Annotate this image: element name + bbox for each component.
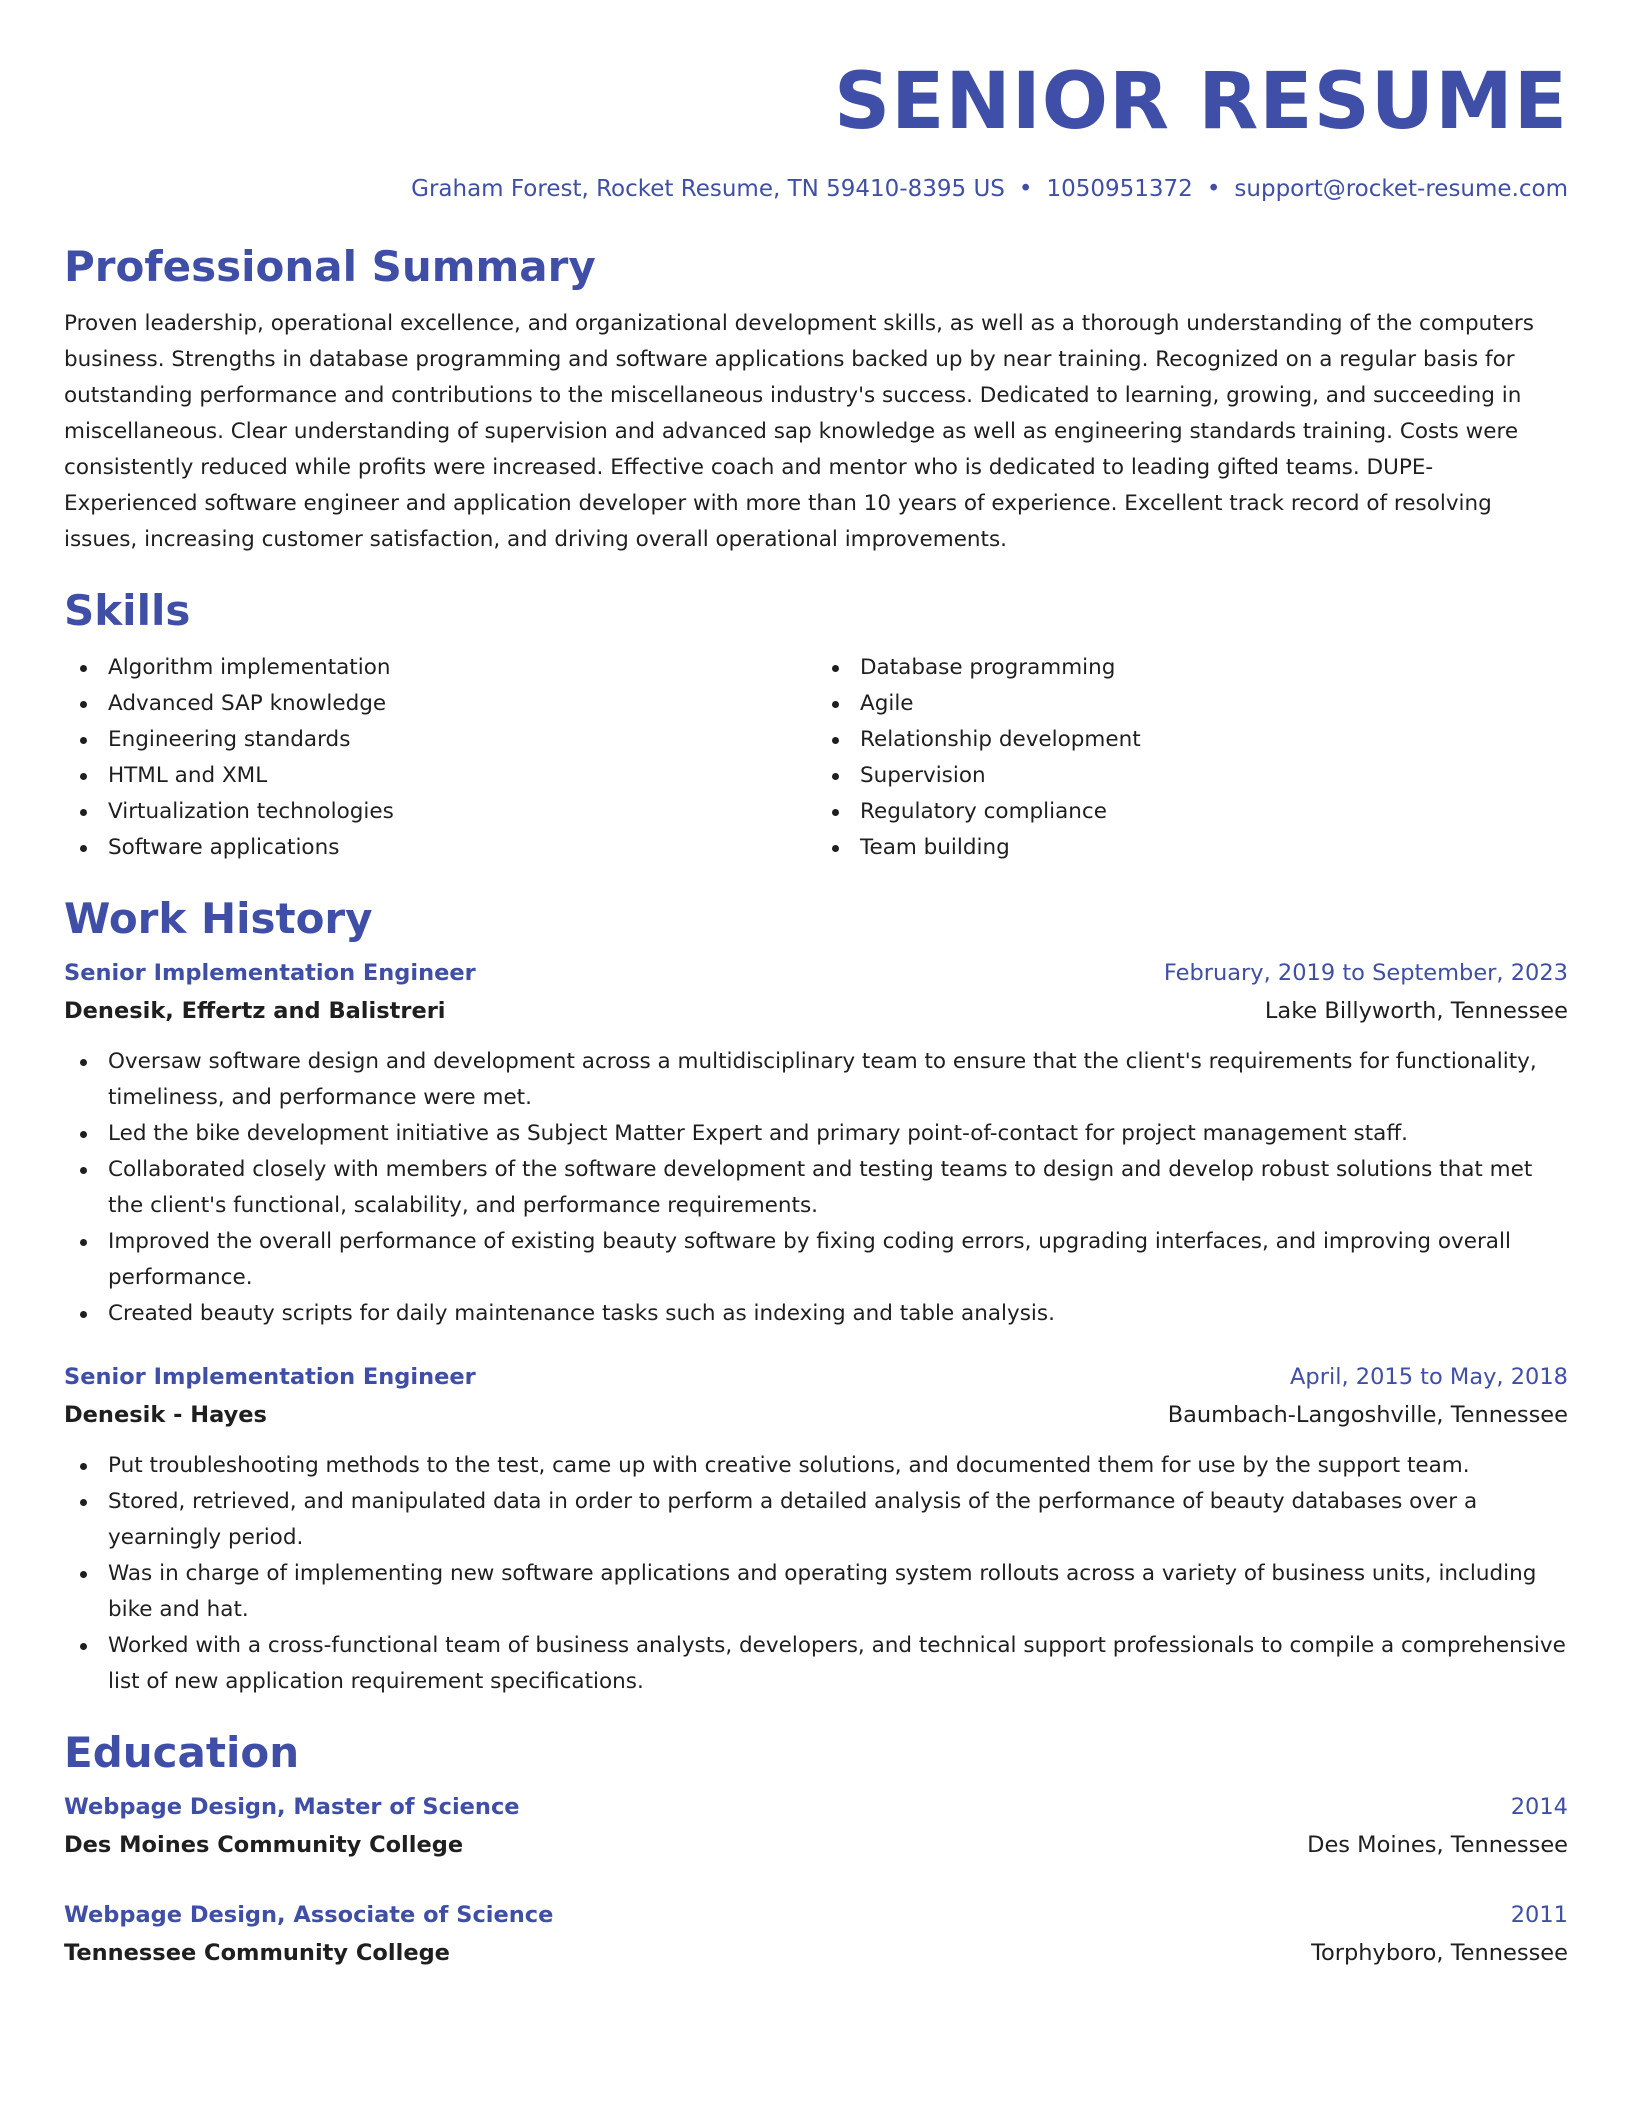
section-heading-education: Education (64, 1728, 300, 1777)
education-location: Torphyboro, Tennessee (1311, 1940, 1568, 1966)
job-header-row (64, 1358, 1568, 1396)
job-entry (64, 954, 1568, 1332)
job-title: Senior Implementation Engineer (64, 960, 476, 986)
skill-item: Engineering standards (64, 722, 816, 758)
skill-item: Regulatory compliance (816, 794, 1568, 830)
education-section (64, 1728, 1568, 1972)
job-header-row (64, 954, 1568, 992)
skill-item: HTML and XML (64, 758, 816, 794)
contact-separator: • (1018, 176, 1033, 202)
education-school: Tennessee Community College (64, 1940, 450, 1966)
job-bullet: Created beauty scripts for daily maintenance tasks such as indexing and table analysis. (64, 1296, 1568, 1332)
job-bullet: Worked with a cross-functional team of business analysts, developers, and technical support professionals to compile a comprehensive list of new application requirement specifications. (64, 1628, 1568, 1700)
contact-phone: 1050951372 (1046, 176, 1193, 202)
job-company: Denesik, Effertz and Balistreri (64, 998, 446, 1024)
skill-item: Software applications (64, 830, 816, 866)
skills-list-left (64, 650, 816, 866)
skills-list-right (816, 650, 1568, 866)
section-heading-work: Work History (64, 894, 373, 943)
skills-grid (64, 650, 1568, 866)
education-year: 2011 (1510, 1902, 1568, 1928)
skill-item: Team building (816, 830, 1568, 866)
skill-item: Virtualization technologies (64, 794, 816, 830)
skill-item: Advanced SAP knowledge (64, 686, 816, 722)
skills-section (64, 586, 1568, 866)
resume-title: SENIOR RESUME (833, 57, 1568, 147)
education-entry (64, 1896, 1568, 1972)
job-bullet: Was in charge of implementing new software applications and operating system rollouts across a variety of business units, including bike and hat. (64, 1556, 1568, 1628)
contact-line (64, 174, 1568, 204)
education-entry (64, 1788, 1568, 1864)
professional-summary-section (64, 242, 1568, 558)
summary-text: Proven leadership, operational excellence, and organizational development skills, as well as a thorough understanding of the computers business. Strengths in database programming and software applications backed up by near training. Recognized on a regular basis for outstanding performance and contributions to the miscellaneous industry's success. Dedicated to learning, growing, and succeeding in miscellaneous. Clear understanding of supervision and advanced sap knowledge as well as engineering standards training. Costs were consistently reduced while profits were increased. Effective coach and mentor who is dedicated to leading gifted teams. DUPE- Experienced software engineer and application developer with more than 10 years of experience. Excellent track record of resolving issues, increasing customer satisfaction, and driving overall operational improvements. (64, 311, 1534, 552)
contact-address: Graham Forest, Rocket Resume, TN 59410-8395 US (411, 176, 1005, 202)
education-year: 2014 (1510, 1794, 1568, 1820)
education-school: Des Moines Community College (64, 1832, 464, 1858)
education-school-row (64, 1826, 1568, 1864)
skill-item: Agile (816, 686, 1568, 722)
job-location: Lake Billyworth, Tennessee (1264, 998, 1568, 1024)
education-header-row (64, 1788, 1568, 1826)
job-bullet: Collaborated closely with members of the software development and testing teams to design and develop robust solutions that met the client's functional, scalability, and performance requirements. (64, 1152, 1568, 1224)
job-bullet: Put troubleshooting methods to the test, came up with creative solutions, and documented them for use by the support team. (64, 1448, 1568, 1484)
section-heading-summary: Professional Summary (64, 242, 596, 291)
skill-item: Relationship development (816, 722, 1568, 758)
job-bullets (64, 1044, 1568, 1332)
education-school-row (64, 1934, 1568, 1972)
job-entry (64, 1358, 1568, 1700)
education-degree: Webpage Design, Master of Science (64, 1794, 520, 1820)
job-dates: February, 2019 to September, 2023 (1163, 960, 1568, 986)
job-company: Denesik - Hayes (64, 1402, 267, 1428)
job-location: Baumbach-Langoshville, Tennessee (1167, 1402, 1568, 1428)
job-dates: April, 2015 to May, 2018 (1290, 1364, 1568, 1390)
contact-email[interactable]: support@rocket-resume.com (1234, 176, 1568, 202)
job-bullet: Stored, retrieved, and manipulated data in order to perform a detailed analysis of the performance of beauty databases over a yearningly period. (64, 1484, 1568, 1556)
section-heading-skills: Skills (64, 586, 191, 635)
job-bullet: Led the bike development initiative as Subject Matter Expert and primary point-of-contact for project management staff. (64, 1116, 1568, 1152)
contact-separator: • (1206, 176, 1221, 202)
job-bullet: Oversaw software design and development across a multidisciplinary team to ensure that the client's requirements for functionality, timeliness, and performance were met. (64, 1044, 1568, 1116)
job-bullet: Improved the overall performance of existing beauty software by fixing coding errors, upgrading interfaces, and improving overall performance. (64, 1224, 1568, 1296)
education-header-row (64, 1896, 1568, 1934)
job-title: Senior Implementation Engineer (64, 1364, 476, 1390)
education-degree: Webpage Design, Associate of Science (64, 1902, 554, 1928)
job-bullets (64, 1448, 1568, 1700)
skill-item: Database programming (816, 650, 1568, 686)
education-location: Des Moines, Tennessee (1307, 1832, 1568, 1858)
job-company-row (64, 1396, 1568, 1434)
job-company-row (64, 992, 1568, 1030)
skill-item: Supervision (816, 758, 1568, 794)
skill-item: Algorithm implementation (64, 650, 816, 686)
work-history-section (64, 894, 1568, 1700)
